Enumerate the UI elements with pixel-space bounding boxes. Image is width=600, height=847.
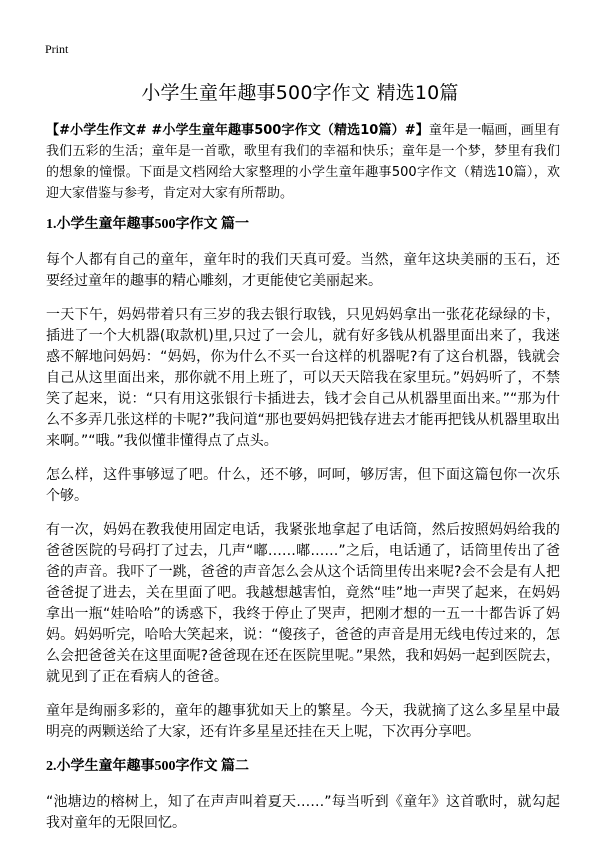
section-heading-2: 2.小学生童年趣事500字作文 篇二	[46, 759, 249, 774]
section-1-paragraph-1: 每个人都有自己的童年，童年时的我们天真可爱。当然，童年这块美丽的玉石，还要经过童年的趣事的精心雕刻，才更能使它美丽起来。	[46, 252, 560, 289]
intro-lead: 【#小学生作文# #小学生童年趣事500字作文（精选10篇）#】	[46, 123, 429, 138]
section-2-paragraph-1: “池塘边的榕树上，知了在声声叫着夏天……”每当听到《童年》这首歌时，就勾起我对童年的无限回忆。	[46, 794, 560, 831]
section-1-paragraph-4: 有一次，妈妈在教我使用固定电话，我紧张地拿起了电话筒，然后按照妈妈给我的爸爸医院的号码打了过去，几声“嘟……嘟……”之后，电话通了，话筒里传出了爸爸的声音。我吓了一跳，爸爸的声音怎么会从这个话筒里传出来呢?会不会是有人把爸爸捉了进去，关在里面了吧。我越想越害怕，竟然“哇”地一声哭了起来，在妈妈拿出一瓶“娃哈哈”的诱惑下，我终于停止了哭声，把刚才想的一五一十都告诉了妈妈。妈妈听完，哈哈大笑起来，说：“傻孩子，爸爸的声音是用无线电传过来的，怎么会把爸爸关在这里面呢?爸爸现在还在医院里呢。”果然，我和妈妈一起到医院去，就见到了正在看病人的爸爸。	[46, 522, 560, 685]
intro-text: 童年是一幅画，画里有我们五彩的生活；童年是一首歌，歌里有我们的幸福和快乐；童年是一个梦，梦里有我们的想象的憧憬。下面是文档网给大家整理的小学生童年趣事500字作文（精选10篇），欢迎大家借鉴与参考，肯定对大家有所帮助。	[46, 123, 560, 201]
section-heading-1: 1.小学生童年趣事500字作文 篇一	[46, 217, 249, 232]
page-title: 小学生童年趣事500字作文 精选10篇	[141, 82, 459, 104]
section-1-paragraph-3: 怎么样，这件事够逗了吧。什么，还不够，呵呵，够厉害，但下面这篇包你一次乐个够。	[46, 467, 560, 504]
section-1-paragraph-2: 一天下午，妈妈带着只有三岁的我去银行取钱，只见妈妈拿出一张花花绿绿的卡，插进了一个大机器(取款机)里,只过了一会儿，就有好多钱从机器里面出来了，我迷惑不解地问妈妈：“妈妈，你为什么不买一台这样的机器呢?有了这台机器，钱就会自己从这里面出来，那你就不用上班了，可以天天陪我在家里玩。”妈妈听了，不禁笑了起来，说：“只有用这张银行卡插进去，钱才会自己从机器里面出来。”“那为什么不多弄几张这样的卡呢?”我问道“那也要妈妈把钱存进去才能再把钱从机器里取出来啊。”“哦。”我似懂非懂得点了点头。	[46, 307, 560, 449]
section-1-paragraph-5: 童年是绚丽多彩的，童年的趣事犹如天上的繁星。今天，我就摘了这么多星星中最明亮的两颗送给了大家，还有许多星星还挂在天上呢，下次再分享吧。	[46, 703, 560, 740]
intro-paragraph	[46, 120, 560, 204]
article-body	[46, 120, 560, 847]
print-link[interactable]: Print	[45, 42, 69, 56]
